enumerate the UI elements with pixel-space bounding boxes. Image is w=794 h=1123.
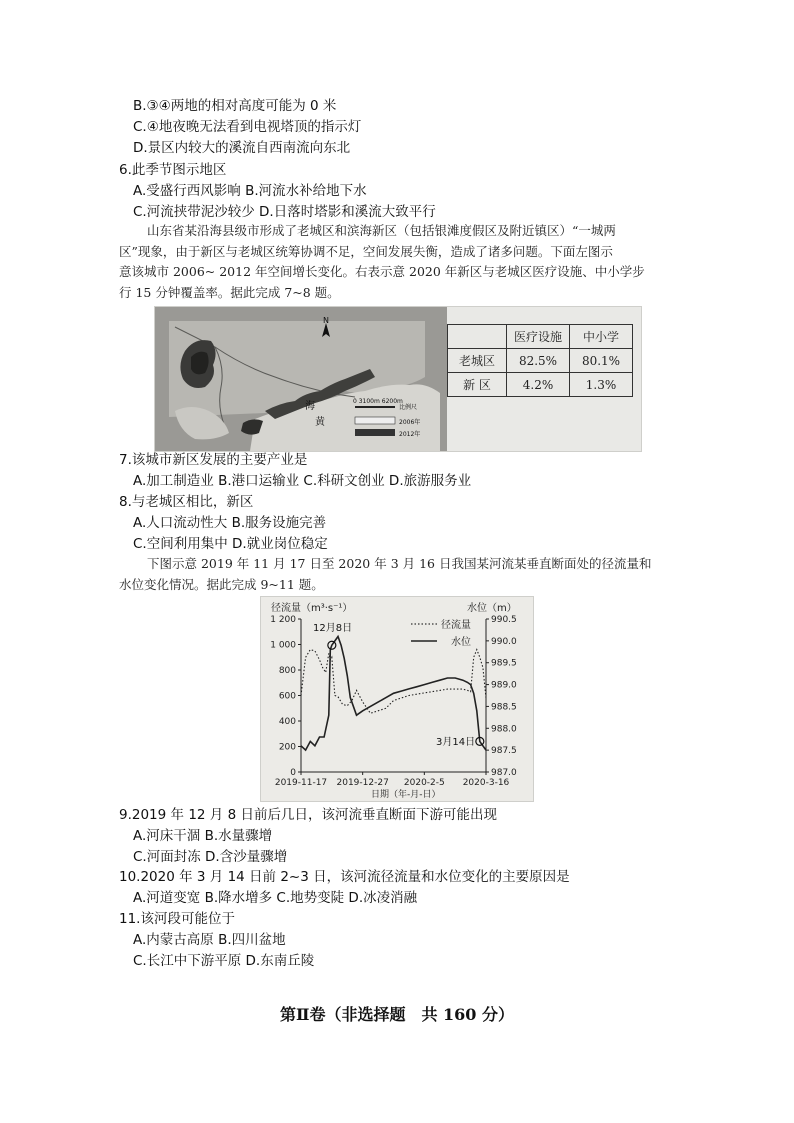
y-tick-label: 1 000 [270, 640, 296, 651]
x-axis-label: 日期（年-月-日） [371, 790, 441, 800]
question-11-options-ab: A.内蒙古高原 B.四川盆地 [133, 932, 286, 948]
scale-text: 0 3100m 6200m [353, 398, 403, 405]
table-cell: 4.2% [507, 373, 570, 397]
y-tick-label: 600 [278, 691, 296, 702]
north-arrow-label: N [323, 316, 329, 325]
passage-9-11 [119, 554, 679, 595]
x-tick-label: 2020-3-16 [462, 778, 510, 788]
question-8-options-ab: A.人口流动性大 B.服务设施完善 [133, 515, 327, 531]
table-cell: 1.3% [570, 373, 633, 397]
x-tick-label: 2019-11-17 [274, 778, 328, 788]
passage-line: 行 15 分钟覆盖率。据此完成 7~8 题。 [119, 284, 340, 300]
y-tick-label: 1 200 [270, 615, 296, 625]
y-tick-label: 800 [278, 666, 296, 676]
figure-map-and-table [154, 306, 642, 452]
question-11-options-cd: C.长江中下游平原 D.东南丘陵 [133, 953, 315, 969]
question-6-options-ab: A.受盛行西风影响 B.河流水补给地下水 [133, 183, 367, 199]
y-tick-label: 200 [278, 742, 296, 753]
table-header-cell: 医疗设施 [507, 325, 570, 349]
y2-tick-label: 990.5 [491, 615, 517, 625]
y2-tick-label: 989.0 [491, 680, 517, 691]
table-row [448, 373, 633, 397]
table-cell: 82.5% [507, 349, 570, 373]
table-row [448, 349, 633, 373]
scale-label: 比例尺 [399, 404, 418, 411]
option-q5-d: D.景区内较大的溪流自西南流向东北 [133, 140, 351, 156]
x-tick-label: 2019-12-27 [336, 778, 389, 788]
legend-2006: 2006年 [399, 419, 421, 426]
legend-2012: 2012年 [399, 431, 421, 438]
y2-axis-label: 水位（m） [467, 603, 517, 614]
question-7-stem: 7.该城市新区发展的主要产业是 [119, 452, 308, 468]
question-6-options-cd: C.河流挟带泥沙较少 D.日落时塔影和溪流大致平行 [133, 204, 436, 220]
passage-line: 区”现象，由于新区与老城区统筹协调不足，空间发展失衡，造成了诸多问题。下面左图示 [119, 243, 613, 259]
legend-waterlevel: 水位 [451, 637, 471, 648]
sea-label-1: 海 [305, 401, 315, 412]
question-10-stem: 10.2020 年 3 月 14 日前 2~3 日，该河流径流量和水位变化的主要原因是 [119, 869, 570, 885]
sea-label-2: 黄 [315, 417, 325, 428]
passage-line: 下图示意 2019 年 11 月 17 日至 2020 年 3 月 16 日我国某河流某垂直断面处的径流量和 [147, 556, 652, 571]
y2-tick-label: 990.0 [491, 636, 517, 647]
table-cell: 老城区 [448, 349, 507, 373]
question-10-options: A.河道变宽 B.降水增多 C.地势变陡 D.冰凌消融 [133, 890, 418, 906]
option-q5-c: C.④地夜晚无法看到电视塔顶的指示灯 [133, 119, 362, 135]
passage-line: 山东省某沿海县级市形成了老城区和滨海新区（包括银滩度假区及附近镇区）“一城两 [147, 223, 616, 238]
table-cell: 80.1% [570, 349, 633, 373]
table-cell: 新 区 [448, 373, 507, 397]
y-tick-label: 0 [290, 768, 296, 778]
coverage-table [447, 324, 633, 397]
table-header-row [448, 325, 633, 349]
x-tick-label: 2020-2-5 [403, 778, 445, 788]
question-9-options-ab: A.河床干涸 B.水量骤增 [133, 828, 273, 844]
question-8-options-cd: C.空间利用集中 D.就业岗位稳定 [133, 536, 328, 552]
old-town-2006 [191, 352, 209, 375]
question-9-options-cd: C.河面封冻 D.含沙量骤增 [133, 849, 288, 865]
question-8-stem: 8.与老城区相比，新区 [119, 494, 254, 510]
question-6-stem: 6.此季节图示地区 [119, 162, 227, 178]
y-axis-label: 径流量（m³·s⁻¹） [271, 603, 353, 614]
chart-legend [411, 618, 471, 648]
question-11-stem: 11.该河段可能位于 [119, 911, 235, 927]
option-q5-b: B.③④两地的相对高度可能为 0 米 [133, 98, 337, 114]
city-growth-map [155, 307, 447, 451]
y2-tick-label: 987.5 [491, 746, 517, 757]
y2-tick-label: 989.5 [491, 658, 517, 669]
question-7-options: A.加工制造业 B.港口运输业 C.科研文创业 D.旅游服务业 [133, 473, 472, 489]
annotation-dec-8: 12月8日 [313, 623, 353, 634]
passage-line: 水位变化情况。据此完成 9~11 题。 [119, 576, 324, 592]
runoff-waterlevel-chart [260, 596, 534, 802]
table-header-cell: 中小学 [570, 325, 633, 349]
y2-tick-label: 988.5 [491, 702, 517, 713]
passage-7-8 [119, 221, 679, 303]
section-title: 第Ⅱ卷（非选择题 共 160 分） [279, 1005, 515, 1024]
annotation-mar-14: 3月14日 [436, 737, 476, 748]
question-9-stem: 9.2019 年 12 月 8 日前后几日，该河流垂直断面下游可能出现 [119, 807, 497, 823]
y2-tick-label: 987.0 [491, 768, 517, 778]
y-tick-label: 400 [278, 717, 296, 727]
table-header-cell [448, 325, 507, 349]
passage-line: 意该城市 2006~ 2012 年空间增长变化。右表示意 2020 年新区与老城区医疗设施、中小学步 [119, 264, 645, 279]
legend-runoff: 径流量 [441, 620, 471, 631]
y2-tick-label: 988.0 [491, 724, 517, 735]
